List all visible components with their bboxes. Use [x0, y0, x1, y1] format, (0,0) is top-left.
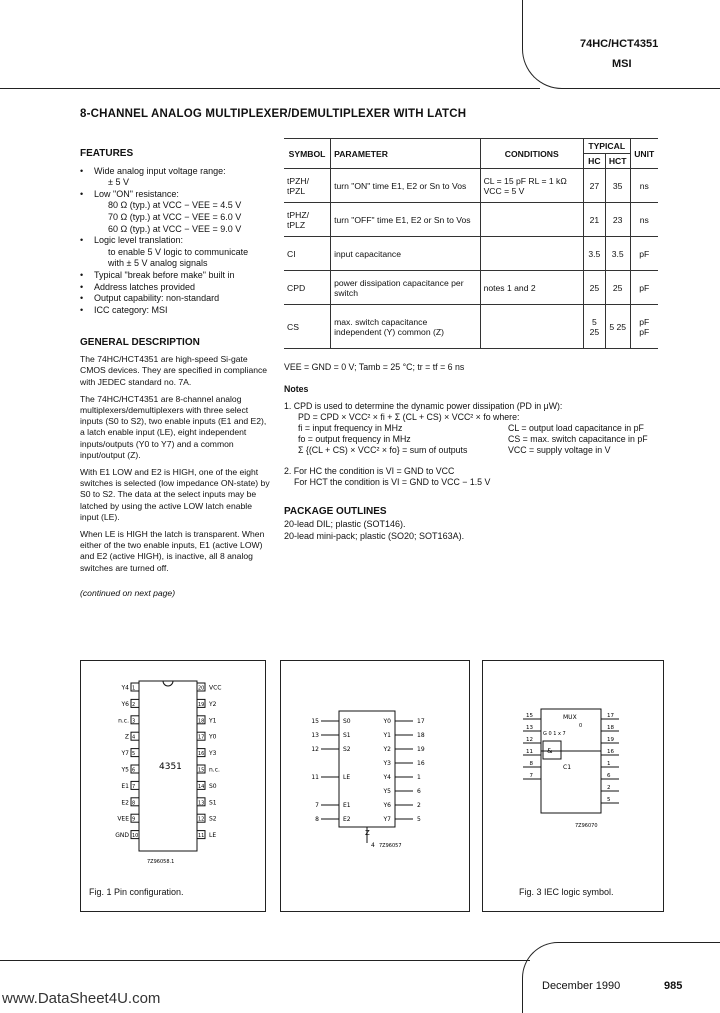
pin-label: Y5: [383, 788, 391, 795]
feature-subtext: to enable 5 V logic to communicate: [108, 246, 249, 257]
general-heading: GENERAL DESCRIPTION: [80, 337, 200, 348]
cell-unit: pF: [630, 237, 658, 271]
chip-notch: [163, 681, 173, 686]
package-line: 20-lead mini-pack; plastic (SO20; SOT163A).: [284, 531, 465, 541]
pin-number: 8: [132, 800, 136, 807]
pin-number: 8: [529, 761, 533, 767]
general-description: [80, 337, 272, 599]
bullet-icon: •: [80, 165, 84, 176]
mux-fraction: 0: [579, 723, 583, 729]
cell-unit: pF: [630, 271, 658, 305]
pin-label: Y6: [383, 802, 391, 809]
pin-number: 3: [132, 718, 136, 725]
col-hct: HCT: [605, 154, 630, 169]
chip-label: 4351: [159, 762, 182, 772]
header-rule: [0, 88, 540, 89]
features-section: [80, 148, 270, 316]
cell-parameter: input capacitance: [331, 237, 480, 271]
pin-number: 18: [417, 732, 425, 739]
g-label: G 0 1 x 7: [543, 731, 566, 737]
feature-subtext: ± 5 V: [108, 177, 129, 188]
pin-label: S0: [209, 782, 217, 790]
col-typical: TYPICAL: [583, 139, 630, 154]
definition-left: Σ {(CL + CS) × VCC² × fo} = sum of outputs: [298, 445, 468, 455]
characteristics-table: [284, 138, 658, 349]
feature-text: Wide analog input voltage range:: [94, 165, 226, 176]
pin-number: 16: [198, 751, 205, 758]
pin-label: Y1: [209, 717, 217, 725]
figure-code: 7Z96058.1: [147, 859, 175, 865]
category-label: MSI: [612, 58, 632, 70]
z-label: Z: [365, 829, 370, 837]
package-heading: PACKAGE OUTLINES: [284, 506, 387, 517]
general-paragraph: When LE is HIGH the latch is transparent. When either of the two enable inputs, E1 (active LOW) and E2 (active HIGH), is inactive, all 8 analog switches are turned off.: [80, 529, 265, 573]
pin-number: 18: [198, 718, 205, 725]
pin-number: 2: [132, 701, 136, 708]
figure-logic-symbol: [280, 660, 470, 912]
feature-text: Logic level translation:: [94, 235, 184, 246]
pin-number: 15: [198, 767, 205, 774]
pin-number: 10: [132, 833, 139, 840]
pin-label: VCC: [209, 684, 222, 692]
bullet-icon: •: [80, 188, 84, 199]
feature-item: [80, 189, 270, 235]
cell-symbol: tPHZ/ tPLZ: [284, 203, 331, 237]
definition-right: VCC = supply voltage in V: [508, 445, 611, 455]
cell-unit: ns: [630, 169, 658, 203]
general-paragraph: The 74HC/HCT4351 are 8-channel analog multiplexers/demultiplexers with three select inputs (S0 to S2), two enable inputs (E1 and E2), a latch enable input (LE), eight independent inputs/outputs (Y0 to Y7) and a common input/output (Z).: [80, 393, 267, 460]
c-label: C1: [563, 764, 572, 771]
figure-iec-symbol: [482, 660, 664, 912]
definition-right: CS = max. switch capacitance in pF: [508, 434, 648, 444]
table-row: [284, 271, 658, 305]
features-heading: FEATURES: [80, 148, 134, 159]
pin-number: 8: [315, 816, 319, 823]
pin-label: GND: [115, 832, 129, 840]
pin-label: E1: [121, 782, 129, 790]
cell-hct: 5 25: [605, 305, 630, 349]
pin-number: 5: [607, 797, 611, 803]
pin-label: S0: [343, 718, 351, 725]
note-2b: For HCT the condition is VI = GND to VCC − 1.5 V: [294, 477, 491, 487]
pin-label: S2: [209, 815, 217, 823]
figure-caption: Fig. 1 Pin configuration.: [89, 887, 184, 897]
note-2a: 2. For HC the condition is VI = GND to VCC: [284, 466, 455, 476]
pin-number: 7: [315, 802, 319, 809]
pin-label: Z: [124, 733, 129, 741]
pin-label: LE: [209, 832, 217, 840]
definition-right: CL = output load capacitance in pF: [508, 423, 644, 433]
bullet-icon: •: [80, 293, 84, 304]
cell-conditions: CL = 15 pF RL = 1 kΩ VCC = 5 V: [480, 169, 583, 203]
cell-hct: 3.5: [605, 237, 630, 271]
pin-number: 11: [526, 749, 533, 755]
cell-symbol: CI: [284, 237, 331, 271]
logic-block: [339, 711, 395, 827]
pin-label: n.c.: [209, 766, 220, 774]
table-row: [284, 237, 658, 271]
pin-number: 12: [198, 816, 205, 823]
pin-label: Y2: [209, 700, 217, 708]
feature-text: Address latches provided: [94, 281, 196, 292]
pin-number: 5: [417, 816, 421, 823]
feature-subtext: 80 Ω (typ.) at VCC − VEE = 4.5 V: [108, 200, 242, 211]
definition-left: fi = input frequency in MHz: [298, 423, 403, 433]
feature-subtext: with ± 5 V analog signals: [108, 258, 208, 269]
pin-number: 9: [132, 816, 136, 823]
col-unit: UNIT: [630, 139, 658, 169]
feature-item: [80, 235, 270, 270]
pin-number: 13: [311, 732, 319, 739]
pin-label: Y2: [383, 746, 391, 753]
package-line: 20-lead DIL; plastic (SOT146).: [284, 519, 406, 529]
footer-rule: [0, 960, 530, 961]
pin-number: 6: [607, 773, 611, 779]
pin-number: 4: [132, 734, 136, 741]
feature-text: Typical "break before make" built in: [94, 269, 235, 280]
cell-hct: 35: [605, 169, 630, 203]
cell-symbol: CPD: [284, 271, 331, 305]
pin-label: LE: [343, 774, 351, 781]
feature-item: [80, 270, 270, 282]
figure-pin-configuration: [80, 660, 266, 912]
pin-number: 6: [417, 788, 421, 795]
cell-hc: 27: [583, 169, 605, 203]
cell-conditions: [480, 203, 583, 237]
pin-number: 13: [198, 800, 205, 807]
and-label: &: [547, 747, 553, 755]
pin-label: Y6: [121, 700, 129, 708]
continued-note: (continued on next page): [80, 587, 176, 598]
pin-label: VEE: [117, 815, 129, 823]
table-row: [284, 203, 658, 237]
col-symbol: SYMBOL: [284, 139, 331, 169]
table-row: [284, 305, 658, 349]
pin-number: 17: [607, 713, 614, 719]
note-definitions: [284, 423, 674, 456]
pin-label: Y0: [209, 733, 217, 741]
bullet-icon: •: [80, 269, 84, 280]
cell-hc: 25: [583, 271, 605, 305]
note-1: 1. CPD is used to determine the dynamic power dissipation (PD in μW):: [284, 401, 563, 411]
pin-number: 19: [417, 746, 425, 753]
cell-unit: ns: [630, 203, 658, 237]
feature-item: [80, 166, 270, 189]
definition-row: [298, 423, 674, 434]
conditions-line: VEE = GND = 0 V; Tamb = 25 °C; tr = tf = 6 ns: [284, 362, 465, 372]
definition-left: fo = output frequency in MHz: [298, 434, 411, 444]
pin-number: 15: [526, 713, 533, 719]
col-parameter: PARAMETER: [331, 139, 480, 169]
cell-parameter: max. switch capacitance independent (Y) common (Z): [331, 305, 480, 349]
general-paragraph: The 74HC/HCT4351 are high-speed Si-gate CMOS devices. They are specified in compliance with JEDEC standard no. 7A.: [80, 354, 268, 387]
feature-text: Low "ON" resistance:: [94, 188, 179, 199]
bullet-icon: •: [80, 281, 84, 292]
col-hc: HC: [583, 154, 605, 169]
bullet-icon: •: [80, 304, 84, 315]
pin-number: 16: [417, 760, 425, 767]
footer-frame: [522, 942, 720, 1013]
feature-item: [80, 305, 270, 317]
pin-number: 2: [607, 785, 611, 791]
notes-heading: Notes: [284, 384, 309, 394]
table-row: [284, 169, 658, 203]
pin-number: 1: [417, 774, 421, 781]
logic-diagram: [281, 661, 469, 911]
figure-code: 7Z96070: [575, 823, 598, 829]
pin-label: Y4: [121, 684, 129, 692]
pin-label: E2: [121, 799, 129, 807]
figure-code: 7Z96057: [379, 843, 402, 849]
pin-number: 19: [607, 737, 614, 743]
figure-caption: Fig. 3 IEC logic symbol.: [519, 887, 614, 897]
definition-row: [298, 434, 674, 445]
pin-number: 20: [198, 685, 205, 692]
package-outlines: [284, 506, 664, 542]
pin-number: 11: [198, 833, 205, 840]
pin-label: Y3: [383, 760, 391, 767]
feature-item: [80, 282, 270, 294]
pin-number: 17: [417, 718, 425, 725]
cell-parameter: power dissipation capacitance per switch: [331, 271, 480, 305]
pin-label: Y3: [209, 750, 217, 758]
z-num: 4: [371, 842, 375, 849]
pin-number: 5: [132, 751, 136, 758]
bullet-icon: •: [80, 235, 84, 246]
cell-conditions: notes 1 and 2: [480, 271, 583, 305]
cell-hc: 5 25: [583, 305, 605, 349]
pin-label: Y5: [121, 766, 129, 774]
table-body: [284, 169, 658, 349]
cell-unit: pF pF: [630, 305, 658, 349]
cell-symbol: CS: [284, 305, 331, 349]
pin-number: 17: [198, 734, 205, 741]
pin-label: S1: [343, 732, 351, 739]
pin-label: Y0: [383, 718, 391, 725]
pin-number: 1: [132, 685, 136, 692]
feature-subtext: 70 Ω (typ.) at VCC − VEE = 6.0 V: [108, 211, 242, 222]
mux-label: MUX: [563, 714, 577, 721]
pin-label: Y7: [383, 816, 391, 823]
feature-text: Output capability: non-standard: [94, 293, 220, 304]
pin-number: 14: [198, 783, 205, 790]
general-paragraph: With E1 LOW and E2 is HIGH, one of the eight switches is selected (low impedance ON-state) by S0 to S2. The data at the select inputs may be latched by using the active LOW latch enable input (LE).: [80, 467, 270, 522]
document-title: 8-CHANNEL ANALOG MULTIPLEXER/DEMULTIPLEXER WITH LATCH: [80, 108, 467, 120]
pin-number: 12: [311, 746, 319, 753]
pin-number: 12: [526, 737, 533, 743]
pin-label: E1: [343, 802, 351, 809]
watermark: www.DataSheet4U.com: [2, 990, 161, 1007]
cell-hc: 3.5: [583, 237, 605, 271]
cell-hct: 23: [605, 203, 630, 237]
features-list: [80, 166, 270, 317]
pin-number: 18: [607, 725, 614, 731]
pin-number: 11: [311, 774, 319, 781]
pin-label: Y7: [121, 750, 129, 758]
pin-number: 13: [526, 725, 533, 731]
pin-label: Y1: [383, 732, 391, 739]
cell-parameter: turn "OFF" time E1, E2 or Sn to Vos: [331, 203, 480, 237]
pin-number: 15: [311, 718, 319, 725]
pin-label: S1: [209, 799, 217, 807]
part-number: 74HC/HCT4351: [580, 38, 659, 50]
pin-number: 16: [607, 749, 614, 755]
power-formula: PD = CPD × VCC² × fi + Σ (CL + CS) × VCC² × fo where:: [298, 412, 520, 422]
pin-label: S2: [343, 746, 351, 753]
cell-conditions: [480, 305, 583, 349]
cell-parameter: turn "ON" time E1, E2 or Sn to Vos: [331, 169, 480, 203]
pin-number: 19: [198, 701, 205, 708]
iec-diagram: [483, 661, 663, 911]
cell-hct: 25: [605, 271, 630, 305]
page-number: 985: [664, 980, 683, 992]
pin-number: 7: [529, 773, 533, 779]
feature-text: ICC category: MSI: [94, 304, 168, 315]
pin-label: Y4: [383, 774, 391, 781]
definition-row: [298, 445, 674, 456]
feature-subtext: 60 Ω (typ.) at VCC − VEE = 9.0 V: [108, 223, 242, 234]
pin-diagram: [81, 661, 265, 911]
cell-conditions: [480, 237, 583, 271]
cell-hc: 21: [583, 203, 605, 237]
col-conditions: CONDITIONS: [480, 139, 583, 169]
pin-number: 6: [132, 767, 136, 774]
notes-section: [284, 384, 674, 488]
cell-symbol: tPZH/ tPZL: [284, 169, 331, 203]
pin-number: 2: [417, 802, 421, 809]
feature-item: [80, 293, 270, 305]
pin-label: n.c.: [118, 717, 129, 725]
mux-block: [541, 709, 601, 813]
pin-number: 1: [607, 761, 611, 767]
pin-label: E2: [343, 816, 351, 823]
pin-number: 7: [132, 783, 136, 790]
footer-date: December 1990: [542, 980, 621, 992]
